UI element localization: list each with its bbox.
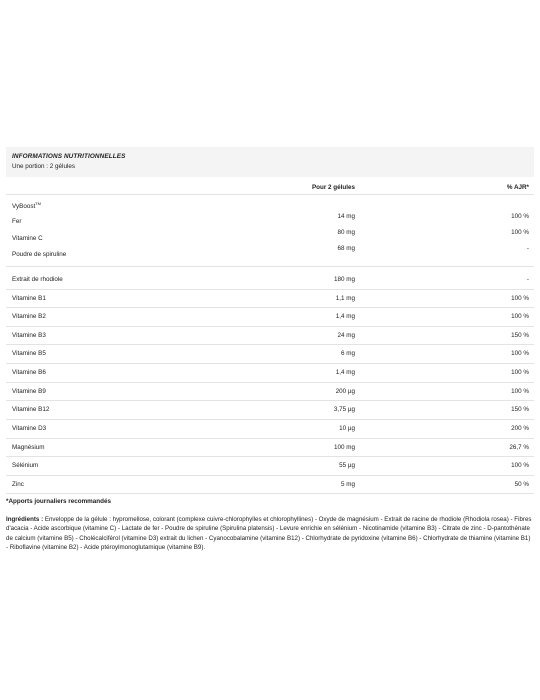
nutrient-name	[12, 406, 49, 413]
nutrient-name-text: VyBoost	[12, 203, 36, 211]
nutrient-ajr: -	[526, 276, 529, 283]
nutrient-ajr: -	[526, 245, 529, 252]
nutrient-ajr: 100 %	[511, 462, 529, 469]
nutrient-name	[12, 444, 45, 451]
nutrient-name-text: Zinc	[12, 481, 24, 488]
nutrient-ajr: 200 %	[511, 425, 529, 432]
nutrient-name	[12, 295, 46, 302]
nutrient-name	[12, 425, 46, 432]
trademark-mark: TM	[35, 201, 41, 206]
row-separator	[6, 363, 534, 364]
nutrient-amount: 180 mg	[333, 276, 355, 283]
nutrient-amount: 68 mg	[337, 245, 355, 252]
nutrient-name-text: Vitamine B2	[12, 313, 46, 320]
nutrient-amount: 10 µg	[339, 425, 355, 432]
nutrient-amount: 200 µg	[335, 388, 355, 395]
nutrient-name-text: Fer	[12, 218, 22, 225]
table-header-band	[6, 147, 534, 177]
nutrient-name-text: Vitamine B5	[12, 350, 46, 357]
table-title: INFORMATIONS NUTRITIONNELLES	[12, 153, 126, 160]
nutrient-amount: 1,4 mg	[335, 369, 355, 376]
nutrient-name	[12, 313, 46, 320]
nutrient-ajr: 100 %	[511, 350, 529, 357]
nutrient-name-text: Vitamine B1	[12, 295, 46, 302]
row-separator	[6, 266, 534, 267]
nutrient-ajr: 100 %	[511, 388, 529, 395]
row-separator	[6, 289, 534, 290]
nutrient-name-text: Sélénium	[12, 462, 39, 469]
nutrient-amount: 1,4 mg	[335, 313, 355, 320]
nutrient-ajr: 100 %	[511, 229, 529, 236]
row-separator	[6, 475, 534, 476]
row-separator	[6, 419, 534, 420]
nutrient-name	[12, 218, 21, 225]
nutrient-name-text: Vitamine B12	[12, 406, 50, 413]
row-separator	[6, 400, 534, 401]
nutrient-name-text: Extrait de rhodiole	[12, 276, 63, 283]
ingredients-label: Ingrédients :	[6, 516, 44, 523]
nutrient-ajr: 26,7 %	[509, 444, 529, 451]
nutrient-amount: 6 mg	[341, 350, 355, 357]
nutrient-name	[12, 350, 46, 357]
footnote: *Apports journaliers recommandés	[6, 498, 111, 505]
nutrient-amount: 14 mg	[337, 213, 355, 220]
row-separator	[6, 307, 534, 308]
nutrient-name-text: Vitamine B9	[12, 388, 46, 395]
serving-size: Une portion : 2 gélules	[12, 163, 76, 170]
nutrient-amount: 100 mg	[333, 444, 355, 451]
nutrient-amount: 1,1 mg	[335, 295, 355, 302]
row-separator	[6, 194, 534, 195]
ingredients-text: Enveloppe de la gélule : hypromellose, colorant (complexe cuivre-chlorophylles et chlorophyllines) - Oxyde de magnésium - Extrait de racine de rhodiole (Rhodiola rosea) - Fibres d'acacia - Acide ascorbique (vitamine C) - Lactate de fer - Poudre de spiruline (Spirulina platensis) - Levure enrichie en sélénium - Nicotinamide (vitamine B3) - Citrate de zinc - D-pantothénate de calcium (vitamine B5) - Cholécalciférol (vitamine D3) extrait du lichen - Cyanocobalamine (vitamine B12) - Chlorhydrate de pyridoxine (vitamine B6) - Chlorhydrate de thiamine (vitamine B1) - Riboflavine (vitamine B2) - Acide ptéroylmonoglutamique (vitamine B9).	[6, 516, 532, 552]
row-separator	[6, 438, 534, 439]
column-header-amount: Pour 2 gélules	[311, 184, 355, 191]
row-separator	[6, 326, 534, 327]
row-separator	[6, 456, 534, 457]
nutrient-name	[12, 332, 46, 339]
nutrient-name	[12, 462, 38, 469]
nutrient-name	[12, 481, 24, 488]
column-header-ajr: % AJR*	[506, 184, 529, 191]
nutrient-amount: 80 mg	[337, 229, 355, 236]
nutrient-name	[12, 251, 66, 258]
nutrient-amount: 5 mg	[341, 481, 355, 488]
nutrient-name-text: Vitamine B6	[12, 369, 46, 376]
nutrient-name-text: Vitamine D3	[12, 425, 47, 432]
nutrient-amount: 3,75 µg	[333, 406, 355, 413]
nutrient-name	[12, 369, 46, 376]
nutrient-ajr: 150 %	[511, 406, 529, 413]
nutrient-ajr: 100 %	[511, 295, 529, 302]
ingredients-paragraph	[6, 515, 534, 553]
nutrient-name	[12, 235, 43, 242]
row-separator	[6, 382, 534, 383]
nutrient-ajr: 100 %	[511, 369, 529, 376]
nutrient-name-text: Magnésium	[12, 444, 45, 451]
nutrient-name	[12, 388, 46, 395]
nutrient-name-text: Vitamine C	[12, 235, 43, 242]
row-separator	[6, 493, 534, 494]
nutrient-ajr: 100 %	[511, 213, 529, 220]
nutrient-amount: 55 µg	[339, 462, 355, 469]
nutrient-name-text: Poudre de spiruline	[12, 251, 67, 258]
row-separator	[6, 344, 534, 345]
nutrient-ajr: 100 %	[511, 313, 529, 320]
nutrient-ajr: 150 %	[511, 332, 529, 339]
nutrient-amount: 24 mg	[337, 332, 355, 339]
nutrient-name-text: Vitamine B3	[12, 332, 46, 339]
nutrient-name	[12, 201, 41, 210]
nutrient-ajr: 50 %	[514, 481, 529, 488]
nutrient-name	[12, 276, 63, 283]
